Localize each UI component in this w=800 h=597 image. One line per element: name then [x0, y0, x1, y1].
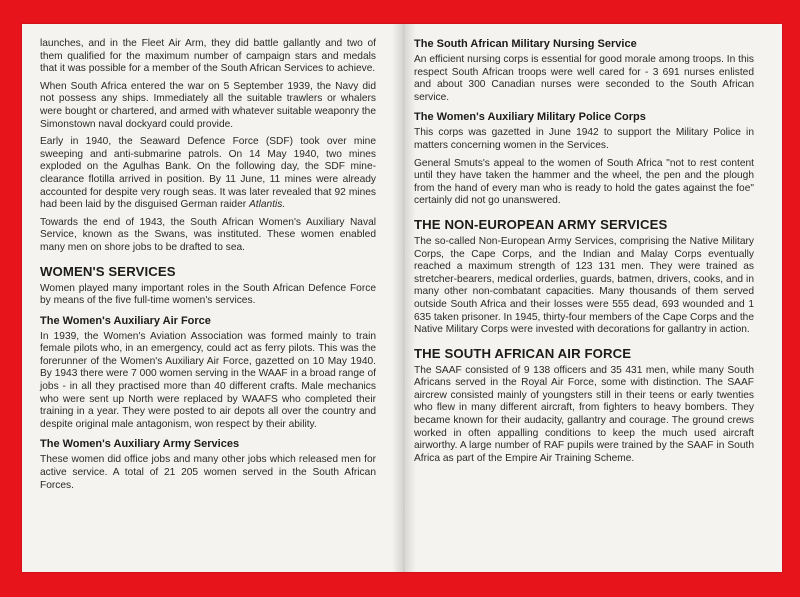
right-page	[414, 38, 754, 470]
heading-saaf: THE SOUTH AFRICAN AIR FORCE	[414, 345, 632, 361]
paragraph-military-police: This corps was gazetted in June 1942 to support the Military Police in matters concerning women in the Services.	[414, 127, 754, 151]
paragraph-swans: Towards the end of 1943, the South African Women's Auxiliary Naval Service, known as the Swans, was instituted. These women enabled many men on shore jobs to be drafted to sea.	[40, 216, 376, 253]
heading-womens-services: WOMEN'S SERVICES	[40, 263, 176, 279]
heading-waaf: The Women's Auxiliary Air Force	[40, 314, 211, 327]
booklet-spread	[22, 24, 782, 572]
paragraph-womens-services: Women played many important roles in the South African Defence Force by means of the five full-time women's services.	[40, 282, 376, 307]
heading-non-european: THE NON-EUROPEAN ARMY SERVICES	[414, 216, 668, 232]
heading-nursing-service: The South African Military Nursing Service	[414, 38, 637, 50]
paragraph-non-european: The so-called Non-European Army Services, comprising the Native Military Corps, the Cape Corps, and the Indian and Malay Corps eventually reached a maximum strength of 123 131 men. They were trained as stretcher-bearers, medical orderlies, guards, batmen, drivers, cooks, and in many other non-combatant capacities. Many thousands of them served outside South Africa and their losses were 555 dead, 693 wounded and 1 635 taken prisoner. In 1945, thirty-four members of the Cape Corps and the Native Military Corps were invested with decorations for gallantry in action.	[414, 235, 754, 336]
atlantis-italic: Atlantis.	[248, 199, 286, 211]
paragraph-seaward-defence	[40, 136, 376, 212]
paragraph-fleet-air-arm: launches, and in the Fleet Air Arm, they did battle gallantly and two of them qualified for the maximum number of campaign stars and medals that it was possible for a member of the South African Services to achieve.	[40, 38, 376, 75]
paragraph-saaf: The SAAF consisted of 9 138 officers and 35 431 men, while many South Africans served in the Royal Air Force, some with distinction. The SAAF aircrew consisted mainly of youngsters still in their teens or early twenties who flew in many different aircraft, from fighters to heavy bombers. They became known for their audacity, gallantry and courage. The ground crews worked in often appalling conditions to keep the much used aircraft airworthy. A large number of RAF pupils were trained by the SAAF in South Africa as part of the Empire Air Training Scheme.	[414, 364, 754, 464]
paragraph-smuts-appeal: General Smuts's appeal to the women of South Africa "not to rest content until they have taken the hammer and the wheel, the pen and the plough from the hand of every man who is ready to hold the gates against the foe" certainly did not go unanswered.	[414, 157, 754, 207]
paragraph-waas: These women did office jobs and many other jobs which released men for active service. A total of 21 205 women served in the South African Forces.	[40, 454, 376, 491]
paragraph-seaward-defence-text: Early in 1940, the Seaward Defence Force (SDF) took over mine sweeping and anti-submarine patrols. On 14 May 1940, two mines exploded on the Agulhas Bank. On the following day, the SDF mine-clearance flotilla arrived in position. By 11 June, 11 mines were already accounted for despite very rough seas. It was later revealed that 92 mines had been laid by the disguised German raider	[40, 136, 376, 211]
heading-waas: The Women's Auxiliary Army Services	[40, 438, 240, 451]
paragraph-waaf: In 1939, the Women's Aviation Association was formed mainly to train female pilots who, in an emergency, could act as ferry pilots. This was the forerunner of the Women's Auxiliary Air Force, gazetted on 10 May 1940. By 1943 there were 7 000 women serving in the WAAF in a broad range of jobs - in all they practised more than 40 different crafts. Male mechanics who were sent up North were replaced by WAAFS who completed their training in a year. They were posted to air depots all over the country and despite original male antagonism, won respect by their ability.	[40, 330, 376, 430]
left-page	[40, 38, 376, 497]
heading-military-police: The Women's Auxiliary Military Police Corps	[414, 111, 646, 124]
paragraph-nursing: An efficient nursing corps is essential for good morale among troops. In this respect South African troops were well cared for - 3 691 nurses enlisted and about 300 Canadian nurses were seconded to the South African service.	[414, 54, 754, 103]
page-fold	[392, 24, 416, 572]
paragraph-navy-ships: When South Africa entered the war on 5 September 1939, the Navy did not possess any ships. Immediately all the suitable trawlers or whalers were bought or chartered, and armed with whatever suitable weaponry the Simonstown naval dockyard could provide.	[40, 80, 376, 130]
